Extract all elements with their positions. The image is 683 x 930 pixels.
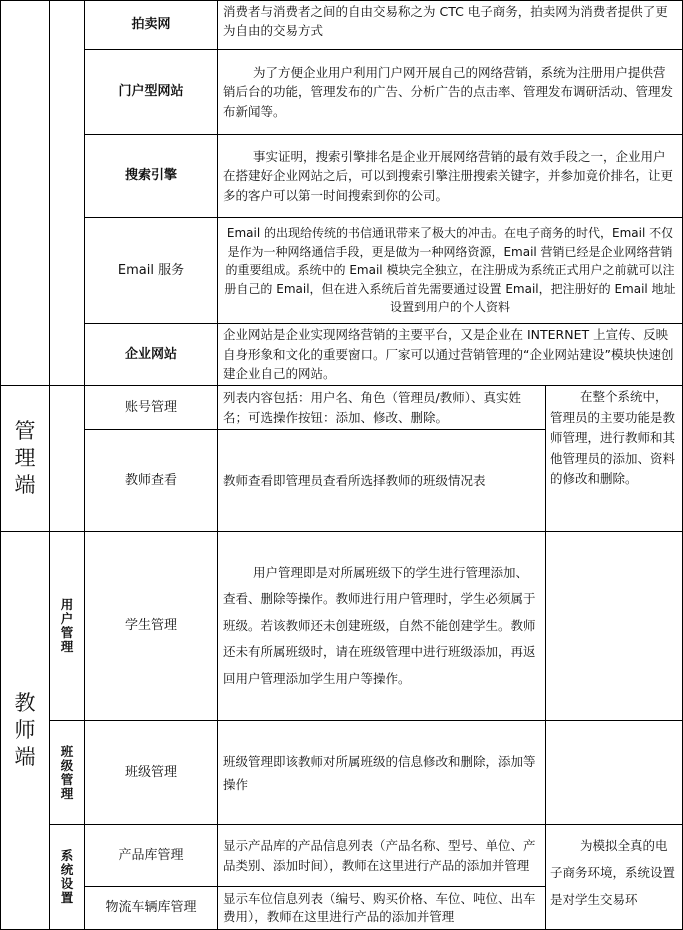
portal-desc: 为了方便企业用户利用门户网开展自己的网络营销，系统为注册用户提供营销后台的功能，管理发布的广告、分析广告的点击率、管理发布调研活动、管理发布新闻等。: [223, 64, 674, 119]
auction-name-cell: [85, 1, 217, 49]
search-name: 搜索引擎: [124, 168, 177, 183]
admin-section-cell: [1, 386, 49, 531]
teacher-view-name-cell: [85, 430, 217, 531]
class-desc-cell: [218, 721, 545, 824]
system-note-cell: [546, 832, 682, 929]
class-desc: 班级管理即该教师对所属班级的信息修改和删除，添加等操作: [223, 753, 536, 792]
system-settings-subsection-cell: [50, 825, 84, 929]
email-name-cell: [85, 218, 217, 323]
corp-site-desc: 企业网站是企业实现网络营销的主要平台，又是企业在 INTERNET 上宣传、反映自身形象和文化的重要窗口。厂家可以通过营销管理的“企业网站建设”模块快速创建企业自己的网站。: [223, 327, 674, 382]
product-name-cell: [85, 825, 217, 886]
search-desc: 事实证明，搜索引擎排名是企业开展网络营销的最有效手段之一，企业用户在搭建好企业网站之后，可以到搜索引擎注册搜索关键字，并参加竟价排名，让更多的客户可以第一时间搜索到你的公司。: [223, 148, 674, 203]
auction-desc-cell: [218, 2, 682, 49]
portal-desc-cell: [218, 50, 682, 134]
admin-note-cell: [546, 387, 682, 531]
account-name: 账号管理: [124, 399, 177, 415]
user-mgmt-subsection-cell: [50, 532, 84, 720]
teacher-view-desc: 教师查看即管理员查看所选择教师的班级情况表: [223, 472, 486, 488]
system-settings-subsection-label: 系 统 设 置: [60, 848, 74, 905]
student-name: 学生管理: [124, 618, 177, 633]
teacher-section-label: 教 师 端: [14, 691, 36, 769]
system-note: 为模拟全真的电子商务环境，系统设置是对学生交易环: [550, 838, 676, 907]
class-mgmt-subsection-label: 班 级 管 理: [60, 743, 74, 801]
vehicle-name-cell: [85, 887, 217, 929]
auction-desc: 消费者与消费者之间的自由交易称之为 CTC 电子商务，拍卖网为消费者提供了更为自由的交易方式: [223, 4, 668, 39]
portal-name: 门户型网站: [118, 84, 184, 99]
product-desc-cell: [218, 825, 545, 886]
class-mgmt-subsection-cell: [50, 721, 84, 824]
corp-site-name-cell: [85, 324, 217, 385]
vehicle-desc-cell: [218, 887, 545, 929]
portal-name-cell: [85, 50, 217, 134]
corp-site-desc-cell: [218, 324, 682, 385]
vehicle-name: 物流车辆库管理: [105, 900, 197, 915]
vehicle-desc: 显示车位信息列表（编号、购买价格、车位、吨位、出车费用），教师在这里进行产品的添加并管理: [223, 891, 536, 924]
admin-section-label: 管 理 端: [14, 419, 36, 497]
corp-site-name: 企业网站: [124, 346, 177, 362]
auction-name: 拍卖网: [131, 17, 171, 32]
teacher-view-desc-cell: [218, 430, 545, 531]
teacher-section-cell: [1, 532, 49, 929]
student-desc: 用户管理即是对所属班级下的学生进行管理添加、查看、删除等操作。教师进行用户管理时，学生必须属于班级。若该教师还未创建班级，自然不能创建学生。教师还未有所属班级时，请在班级管理中进行班级添加，再返回用户管理添加学生用户等操作。: [223, 564, 536, 686]
search-desc-cell: [218, 135, 682, 217]
email-desc: Email 的出现给传统的书信通讯带来了极大的冲击。在电子商务的时代，Email 不仅是作为一种网络通信手段，更是做为一种网络资源，Email 营销已经是企业网络营销的重要组成。系统中的 Email 模块完全独立，在注册成为系统正式用户之前就可以注册自己的 Email，但在进入系统后首先需要通过设置 Email，把注册好的 Email 地址设置到用户的个人资料: [224, 226, 676, 315]
class-name: 班级管理: [124, 764, 177, 780]
student-name-cell: [85, 532, 217, 720]
class-name-cell: [85, 721, 217, 824]
account-desc: 列表内容包括：用户名、角色（管理员/教师）、真实姓名；可选操作按钮：添加、修改、删除。: [223, 390, 521, 425]
admin-note: 在整个系统中，管理员的主要功能是教师管理，进行教师和其他管理员的添加、资料的修改和删除。: [550, 389, 676, 486]
product-desc: 显示产品库的产品信息列表（产品名称、型号、单位、产品类别、添加时间），教师在这里进行产品的添加并管理: [223, 838, 536, 873]
search-name-cell: [85, 135, 217, 217]
account-name-cell: [85, 386, 217, 429]
email-name: Email 服务: [117, 262, 185, 278]
email-desc-cell: [218, 218, 682, 323]
product-name: 产品库管理: [118, 847, 184, 863]
user-mgmt-subsection-label: 用 户 管 理: [60, 597, 74, 654]
student-desc-cell: [218, 532, 545, 720]
teacher-view-name: 教师查看: [124, 472, 177, 488]
account-desc-cell: [218, 386, 545, 429]
